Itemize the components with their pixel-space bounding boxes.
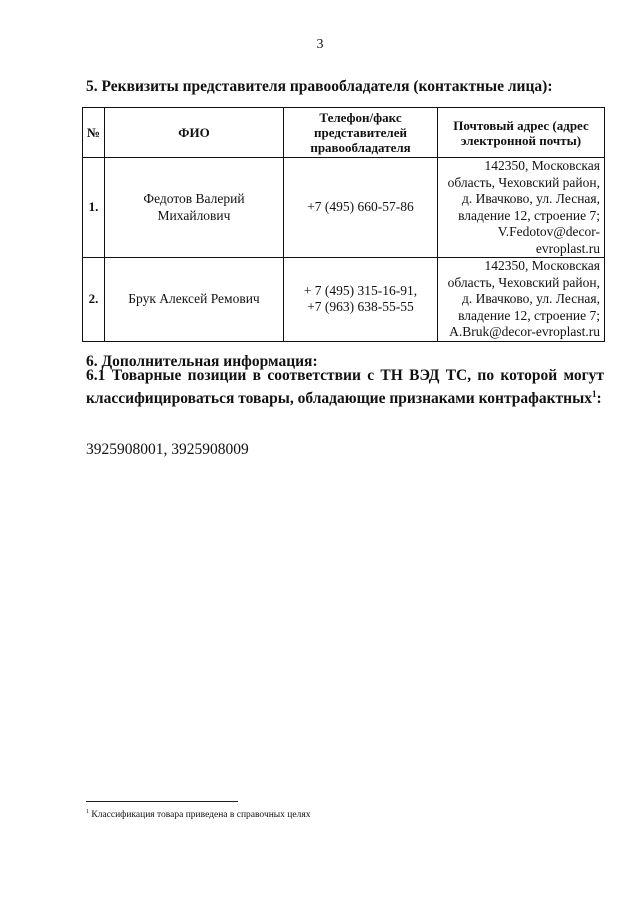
table-row (83, 258, 605, 342)
row-phone: + 7 (495) 315-16-91, +7 (963) 638-55-55 (284, 258, 438, 342)
header-fio: ФИО (105, 108, 284, 158)
representatives-table (82, 107, 605, 342)
footnote-reference: 1 (591, 389, 597, 399)
header-num: № (83, 108, 105, 158)
row-number: 1. (83, 158, 105, 258)
row-fio: Брук Алексей Ремович (105, 258, 284, 342)
footnote (86, 809, 310, 820)
header-phone: Телефон/факс представителей правообладателя (284, 108, 438, 158)
section-5-heading: 5. Реквизиты представителя правообладателя (контактные лица): (86, 78, 553, 95)
table-header-row (83, 108, 605, 158)
section-6-1-paragraph: 6.1 Товарные позиции в соответствии с ТН ВЭД ТС, по которой могут классифицироваться товары, обладающие признаками контрафактных$^1$: (86, 367, 604, 408)
footnote-separator (86, 801, 238, 802)
header-address: Почтовый адрес (адрес электронной почты) (438, 108, 605, 158)
paragraph-line-1: 6.1 Товарные позиции в соответствии с ТН ВЭД ТС, по которой могут (86, 367, 604, 384)
row-phone: +7 (495) 660-57-86 (284, 158, 438, 258)
table-row (83, 158, 605, 258)
section-6-heading: 6. Дополнительная информация: (86, 353, 318, 370)
footnote-text: Классификация товара приведена в справочных целях (91, 810, 311, 821)
footnote-mark: 1 (86, 809, 89, 815)
row-address: 142350, Московская область, Чеховский район, д. Ивачково, ул. Лесная, владение 12, строение 7; V.Fedotov@decor- evroplast.ru (438, 158, 605, 258)
row-fio: Федотов Валерий Михайлович (105, 158, 284, 258)
paragraph-line-2: классифицироваться товары, обладающие признаками контрафактных (86, 390, 592, 408)
tn-ved-codes: 3925908001, 3925908009 (86, 441, 249, 458)
page-number: 3 (316, 37, 324, 52)
row-number: 2. (83, 258, 105, 342)
row-address: 142350, Московская область, Чеховский район, д. Ивачково, ул. Лесная, владение 12, строение 7; A.Bruk@decor-evroplast.ru (438, 258, 605, 342)
